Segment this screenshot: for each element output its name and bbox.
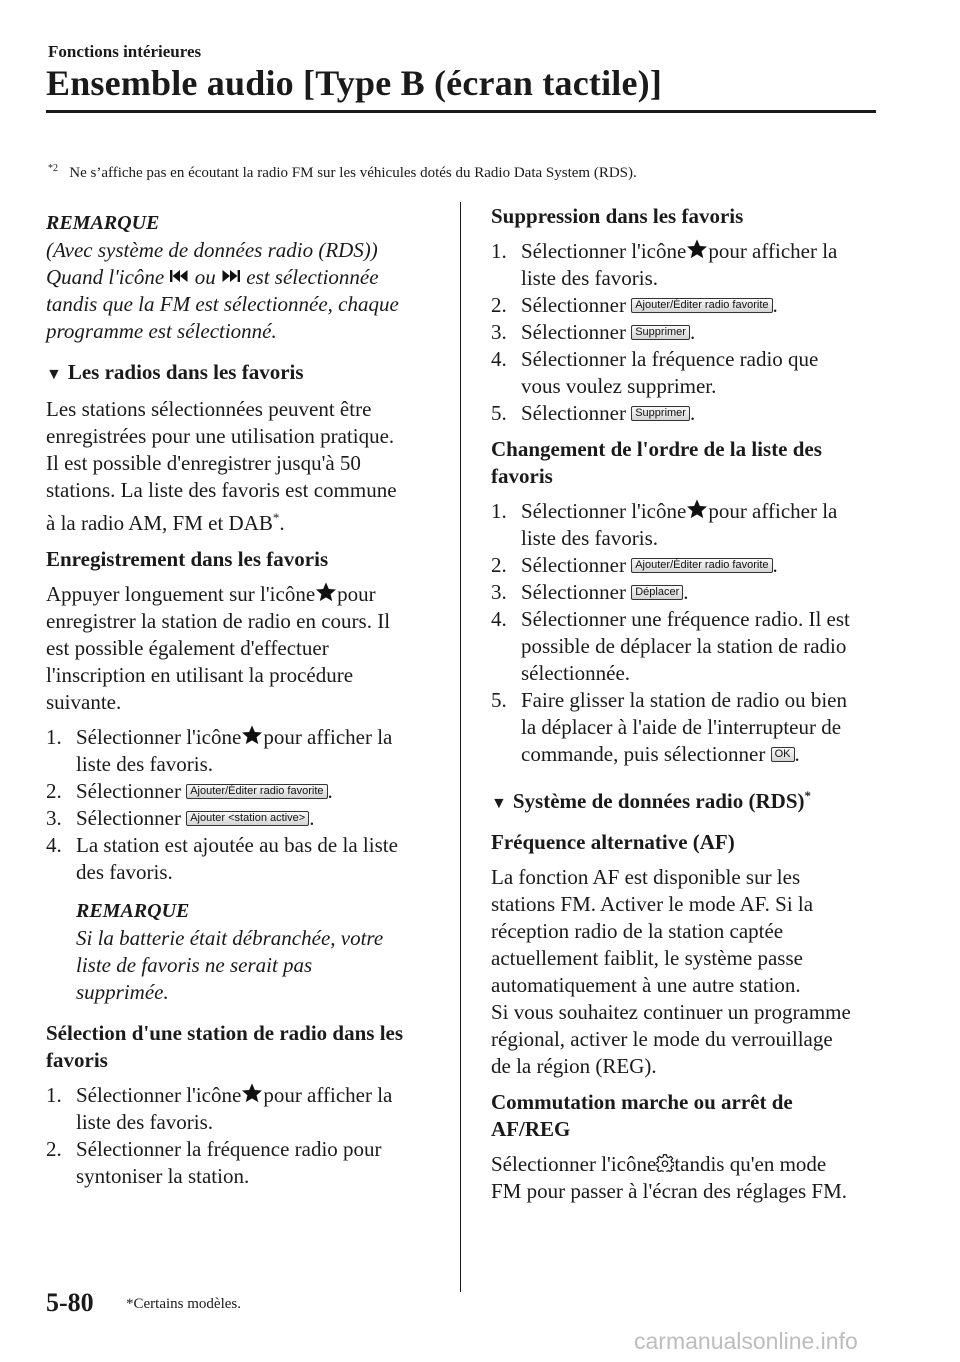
ok-button[interactable]: OK [771, 747, 795, 762]
registration-heading: Enregistrement dans les favoris [46, 547, 329, 571]
move-button[interactable]: Déplacer [631, 585, 683, 600]
triangle-marker-icon: ▼ [491, 795, 507, 812]
list-item: 1. Sélectionner l'icône pour afficher la liste des favoris. [46, 1083, 393, 1134]
af-heading: Fréquence alternative (AF) [491, 830, 735, 854]
list-item: 1. Sélectionner l'icône pour afficher la liste des favoris. [491, 499, 838, 550]
list-item: 1. Sélectionner l'icône pour afficher la liste des favoris. [491, 239, 838, 290]
gear-icon [656, 1154, 674, 1172]
note-label: REMARQUE [76, 900, 190, 922]
triangle-marker-icon: ▼ [46, 366, 62, 383]
star-icon [686, 498, 708, 520]
page-number: 5-80 [46, 1288, 94, 1317]
registration-intro: Appuyer longuement sur l'icône pour enregistrer la station de radio en cours. Il est possible également d'effectuer l'inscription en utilisant la procédure suivante. [46, 582, 391, 714]
list-item: 2. Sélectionner Ajouter/Éditer radio favorite . [46, 779, 333, 803]
left-column [46, 210, 441, 1190]
asterisk: * [272, 510, 280, 525]
note-line: tandis que la FM est sélectionnée, chaque [46, 292, 399, 316]
note-battery: REMARQUE Si la batterie était débranchée, votre liste de favoris ne serait pas supprimée. [76, 898, 441, 1006]
rds-heading: ▼ Système de données radio (RDS)* [491, 788, 812, 813]
list-item: 5. Faire glisser la station de radio ou bien la déplacer à l'aide de l'interrupteur de commande, puis sélectionner OK . [491, 688, 848, 766]
watermark: carmanualsonline.info [634, 1328, 858, 1354]
deletion-steps [491, 238, 886, 427]
list-item: 4. Sélectionner une fréquence radio. Il est possible de déplacer la station de radio sélectionnée. [491, 607, 850, 685]
star-icon [315, 581, 337, 603]
favorites-heading: ▼ Les radios dans les favoris [46, 360, 304, 384]
list-item: 3. Sélectionner Supprimer . [491, 320, 696, 344]
deletion-heading: Suppression dans les favoris [491, 204, 744, 228]
star-icon [686, 238, 708, 260]
list-item: 2. Sélectionner Ajouter/Éditer radio favorite . [491, 293, 778, 317]
order-steps [491, 498, 886, 768]
header-divider [46, 110, 876, 113]
list-item: 2. Sélectionner la fréquence radio pour syntoniser la station. [46, 1137, 382, 1188]
add-active-station-button[interactable]: Ajouter <station active> [186, 811, 309, 826]
track-forward-icon [221, 268, 241, 284]
switch-text: Sélectionner l'icône tandis qu'en mode FM pour passer à l'écran des réglages FM. [491, 1152, 848, 1203]
footer-note: *Certains modèles. [126, 1296, 241, 1312]
edit-favorites-button[interactable]: Ajouter/Éditer radio favorite [631, 298, 772, 313]
note-label: REMARQUE [46, 212, 160, 234]
list-item: 3. Sélectionner Déplacer . [491, 580, 689, 604]
footnote [48, 163, 637, 182]
footnote-text: Ne s’affiche pas en écoutant la radio FM sur les véhicules dotés du Radio Data System (RDS). [69, 165, 637, 181]
section-label: Fonctions intérieures [48, 42, 202, 61]
list-item: 5. Sélectionner Supprimer . [491, 401, 696, 425]
right-column [491, 203, 886, 1205]
star-icon [241, 724, 263, 746]
edit-favorites-button[interactable]: Ajouter/Éditer radio favorite [186, 784, 327, 799]
edit-favorites-button[interactable]: Ajouter/Éditer radio favorite [631, 558, 772, 573]
selection-steps [46, 1082, 441, 1190]
page-title: Ensemble audio [Type B (écran tactile)] [46, 63, 663, 103]
asterisk: * [804, 788, 812, 803]
favorites-intro: Les stations sélectionnées peuvent être enregistrées pour une utilisation pratique. Il est possible d'enregistrer jusqu'à 50 stations. La liste des favoris est commune à la radio AM, FM et DAB*. [46, 397, 397, 535]
list-item: 3. Sélectionner Ajouter <station active> . [46, 806, 315, 830]
footnote-mark: *2 [48, 163, 58, 174]
list-item: 2. Sélectionner Ajouter/Éditer radio favorite . [491, 553, 778, 577]
note-line: programme est sélectionné. [46, 319, 277, 343]
list-item: 4. Sélectionner la fréquence radio que vous voulez supprimer. [491, 347, 819, 398]
af-text: La fonction AF est disponible sur les stations FM. Activer le mode AF. Si la réception radio de la station captée actuellement faiblit, le système passe automatiquement à une autre station. Si vous souhaitez continuer un programme régional, activer le mode du verrouillage de la région (REG). [491, 865, 851, 1078]
selection-heading: Sélection d'une station de radio dans les favoris [46, 1021, 404, 1072]
delete-button[interactable]: Supprimer [631, 325, 690, 340]
list-item: 4. La station est ajoutée au bas de la liste des favoris. [46, 833, 398, 884]
switch-heading: Commutation marche ou arrêt de AF/REG [491, 1090, 793, 1141]
track-back-icon [169, 268, 189, 284]
note-line: (Avec système de données radio (RDS)) [46, 238, 378, 262]
registration-steps [46, 724, 441, 886]
column-divider [460, 202, 461, 1292]
note-rds [46, 237, 441, 345]
delete-button[interactable]: Supprimer [631, 406, 690, 421]
list-item: 1. Sélectionner l'icône pour afficher la liste des favoris. [46, 725, 393, 776]
star-icon [241, 1082, 263, 1104]
note-line: Quand l'icône ou est sélectionnée [46, 265, 379, 289]
order-heading: Changement de l'ordre de la liste des favoris [491, 437, 822, 488]
